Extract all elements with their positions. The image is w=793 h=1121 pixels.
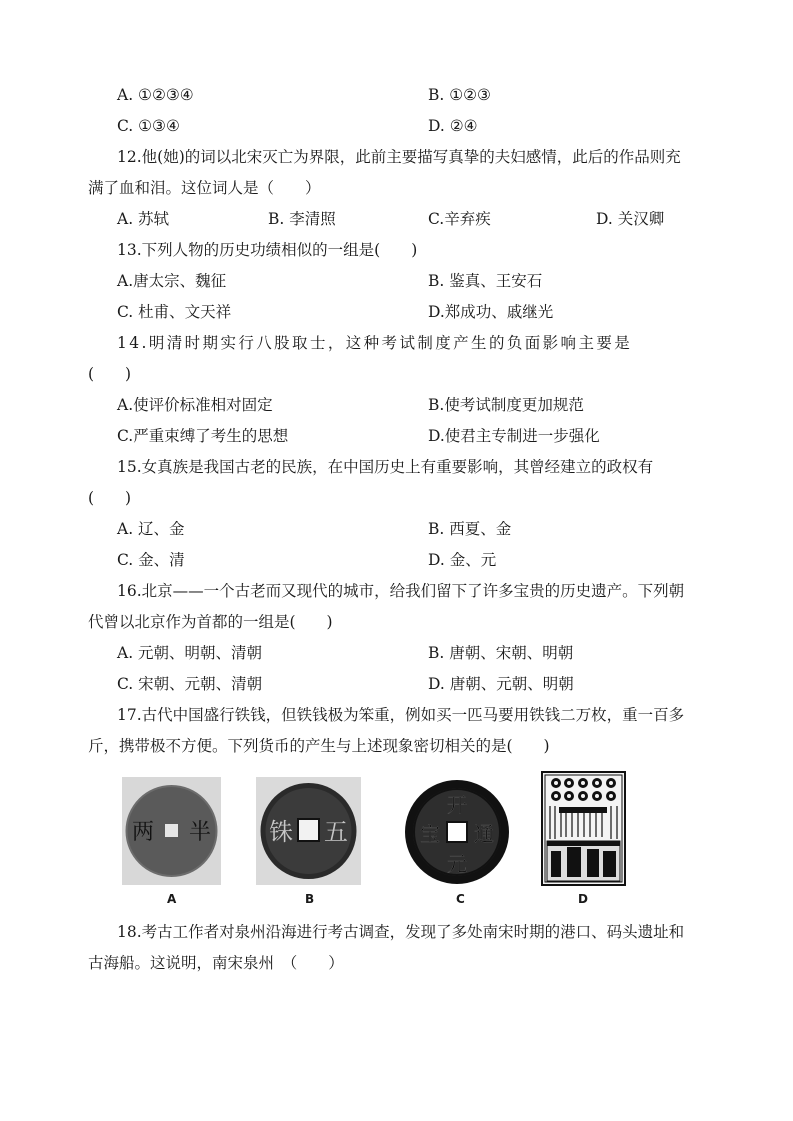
q16-option-a: A. 元朝、明朝、清朝 bbox=[117, 644, 263, 662]
q16-stem-line1: 16.北京——一个古老而又现代的城市，给我们留下了许多宝贵的历史遗产。下列朝 bbox=[117, 582, 685, 600]
coin-b-image bbox=[256, 777, 361, 885]
coin-a-image bbox=[122, 777, 221, 885]
q13-stem: 13.下列人物的历史功绩相似的一组是( ) bbox=[117, 241, 418, 259]
q13-option-d: D.郑成功、戚继光 bbox=[428, 303, 554, 321]
q13-option-a: A.唐太宗、魏征 bbox=[117, 272, 227, 290]
q15-option-d: D. 金、元 bbox=[428, 551, 497, 569]
q15-stem-line2: ( ) bbox=[88, 489, 132, 507]
q14-stem-line2: ( ) bbox=[88, 365, 132, 383]
q15-option-b: B. 西夏、金 bbox=[428, 520, 512, 538]
coin-c-char-right: 通 bbox=[474, 822, 494, 846]
q12-stem-line2: 满了血和泪。这位词人是（ ） bbox=[88, 179, 321, 197]
coin-c-char-left: 宝 bbox=[420, 822, 440, 846]
coin-b-label: B bbox=[305, 892, 315, 906]
q12-option-a: A. 苏轼 bbox=[117, 210, 170, 228]
q12-stem-line1: 12.他(她)的词以北宋灭亡为界限，此前主要描写真挚的夫妇感情，此后的作品则充 bbox=[117, 148, 681, 166]
q14-option-d: D.使君主专制进一步强化 bbox=[428, 427, 600, 445]
q11-option-b: B. ①②③ bbox=[428, 86, 491, 104]
q17-stem-line1: 17.古代中国盛行铁钱，但铁钱极为笨重，例如买一匹马要用铁钱二万枚，重一百多 bbox=[117, 706, 685, 724]
q14-option-c: C.严重束缚了考生的思想 bbox=[117, 427, 289, 445]
coin-b-char-right: 五 bbox=[324, 818, 348, 846]
q16-option-c: C. 宋朝、元朝、清朝 bbox=[117, 675, 263, 693]
q11-option-a: A. ①②③④ bbox=[117, 86, 194, 104]
q14-stem-line1: 14.明清时期实行八股取士，这种考试制度产生的负面影响主要是 bbox=[117, 334, 633, 352]
q14-option-a: A.使评价标准相对固定 bbox=[117, 396, 273, 414]
coin-a-char-right: 半 bbox=[188, 820, 212, 845]
q12-option-d: D. 关汉卿 bbox=[596, 210, 665, 228]
coin-c-char-bottom: 元 bbox=[447, 852, 467, 876]
q15-stem-line1: 15.女真族是我国古老的民族，在中国历史上有重要影响，其曾经建立的政权有 bbox=[117, 458, 654, 476]
q18-stem-line2: 古海船。这说明，南宋泉州 （ ） bbox=[88, 954, 344, 972]
q15-option-a: A. 辽、金 bbox=[117, 520, 185, 538]
q16-option-b: B. 唐朝、宋朝、明朝 bbox=[428, 644, 574, 662]
q15-option-c: C. 金、清 bbox=[117, 551, 185, 569]
jiaozi-note-label: D bbox=[578, 892, 588, 906]
q17-stem-line2: 斤，携带极不方便。下列货币的产生与上述现象密切相关的是( ) bbox=[88, 737, 550, 755]
coin-c-image bbox=[404, 779, 510, 885]
coin-a-label: A bbox=[167, 892, 177, 906]
q12-option-b: B. 李清照 bbox=[268, 210, 336, 228]
q12-option-c: C.辛弃疾 bbox=[428, 210, 491, 228]
coin-b-char-left: 铢 bbox=[269, 818, 293, 846]
jiaozi-note-image bbox=[541, 771, 626, 886]
q13-option-c: C. 杜甫、文天祥 bbox=[117, 303, 232, 321]
q16-option-d: D. 唐朝、元朝、明朝 bbox=[428, 675, 574, 693]
q11-option-d: D. ②④ bbox=[428, 117, 478, 135]
q13-option-b: B. 鉴真、王安石 bbox=[428, 272, 543, 290]
coin-c-char-top: 开 bbox=[447, 793, 467, 817]
q16-stem-line2: 代曾以北京作为首都的一组是( ) bbox=[88, 613, 333, 631]
coin-a-char-left: 两 bbox=[131, 820, 155, 845]
q18-stem-line1: 18.考古工作者对泉州沿海进行考古调查，发现了多处南宋时期的港口、码头遗址和 bbox=[117, 923, 685, 941]
coin-c-label: C bbox=[456, 892, 465, 906]
q11-option-c: C. ①③④ bbox=[117, 117, 180, 135]
q14-option-b: B.使考试制度更加规范 bbox=[428, 396, 584, 414]
